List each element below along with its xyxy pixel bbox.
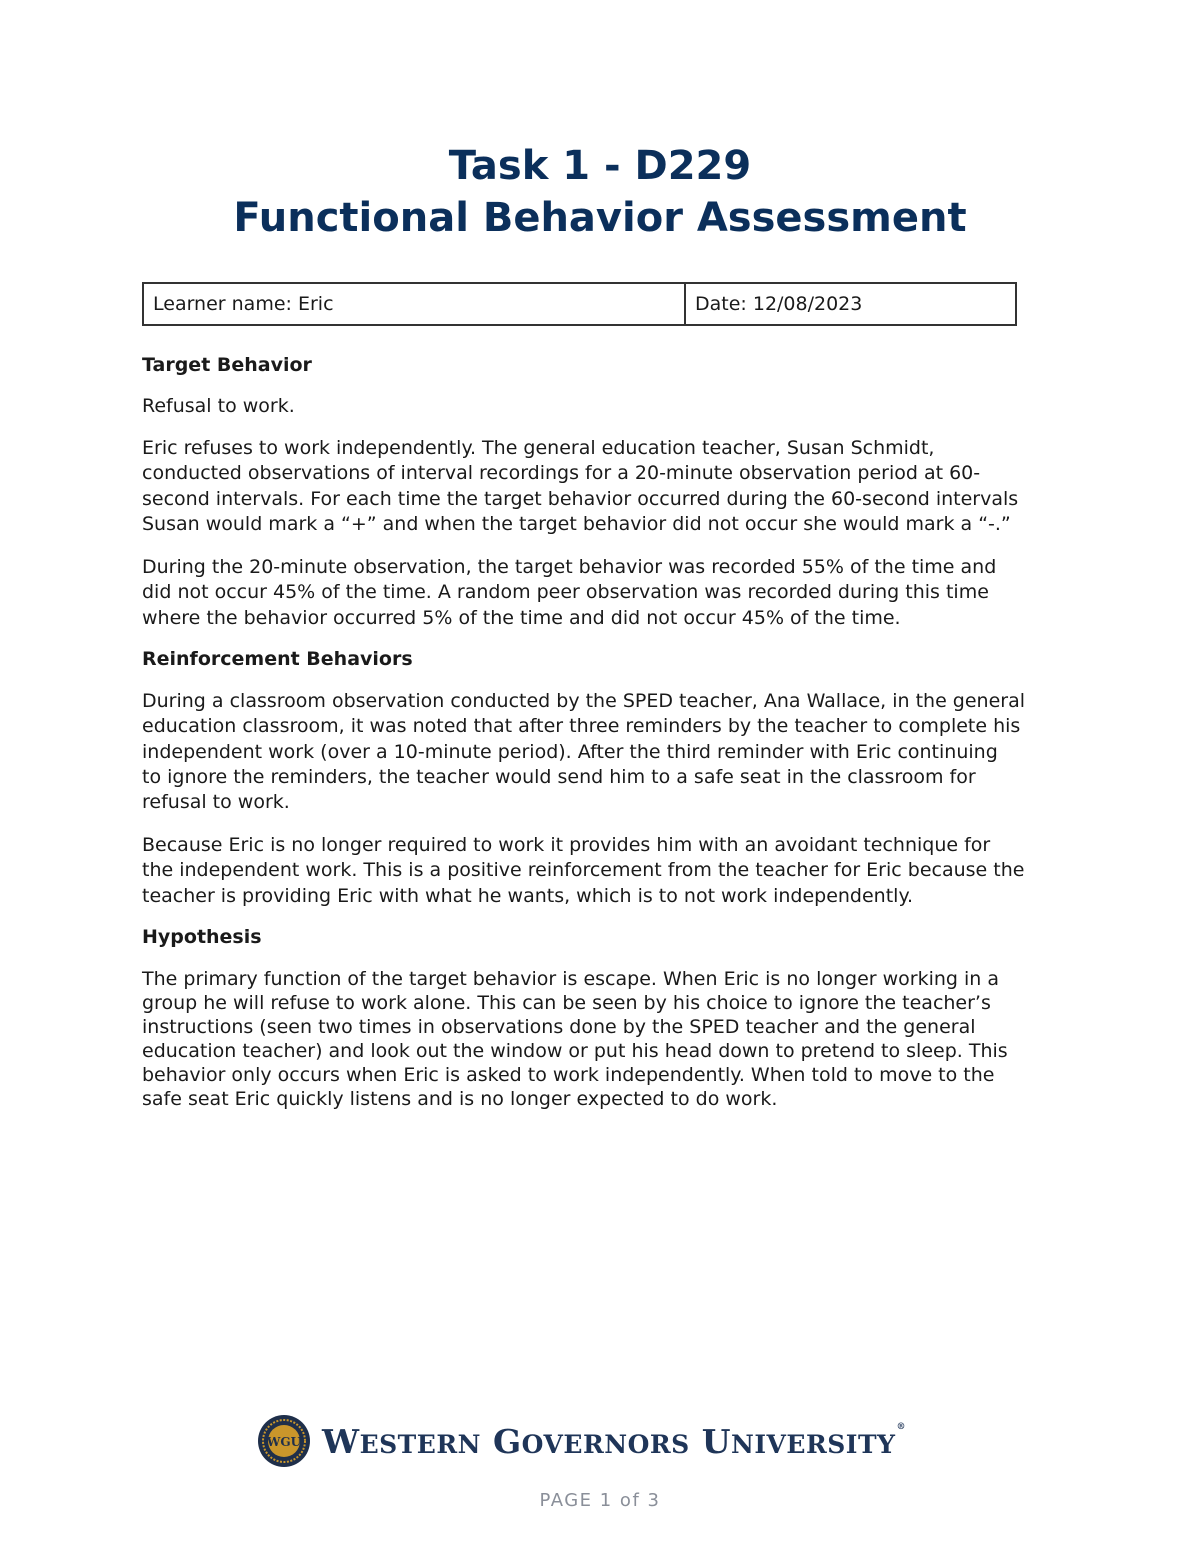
reinforcement-paragraph-2: [142, 833, 1082, 909]
target-behavior-heading: Target Behavior: [142, 354, 312, 376]
target-behavior-summary: Refusal to work.: [142, 395, 295, 417]
wgu-seal-icon: [258, 1415, 310, 1467]
text-line: independent work (over a 10-minute period). After the third reminder with Eric continuing: [142, 740, 998, 763]
text-line: to ignore the reminders, the teacher would send him to a safe seat in the classroom for: [142, 765, 976, 788]
learner-name-cell: Learner name: Eric: [144, 284, 686, 324]
text-line: education classroom, it was noted that after three reminders by the teacher to complete his: [142, 715, 1021, 738]
text-line: safe seat Eric quickly listens and is no longer expected to do work.: [142, 1088, 778, 1110]
wordmark-letter: G: [492, 1421, 522, 1461]
target-behavior-paragraph-2: [142, 555, 1082, 631]
text-line: conducted observations of interval recordings for a 20-minute observation period at 60-: [142, 462, 981, 485]
text-line: behavior only occurs when Eric is asked to work independently. When told to move to the: [142, 1064, 995, 1086]
reinforcement-heading: Reinforcement Behaviors: [142, 648, 413, 670]
text-line: The primary function of the target behavior is escape. When Eric is no longer working in a: [142, 968, 1000, 990]
text-line: During a classroom observation conducted by the SPED teacher, Ana Wallace, in the general: [142, 690, 1026, 712]
wordmark-letters: OVERNORS: [521, 1429, 690, 1459]
title-line-2: Functional Behavior Assessment: [233, 195, 967, 241]
wordmark-letters: ESTERN: [359, 1429, 481, 1459]
reinforcement-paragraph-1: [142, 689, 1082, 815]
text-line: teacher is providing Eric with what he wants, which is to not work independently.: [142, 884, 914, 907]
hypothesis-paragraph: [142, 967, 1082, 1111]
text-line: did not occur 45% of the time. A random peer observation was recorded during this time: [142, 581, 989, 604]
trademark-mark: ®: [896, 1421, 906, 1432]
wordmark-letter: U: [701, 1421, 731, 1461]
learner-info-table: [142, 282, 1017, 326]
title-line-1: Task 1 - D229: [448, 143, 752, 189]
seal-text: WGU: [266, 1435, 302, 1449]
text-line: group he will refuse to work alone. This can be seen by his choice to ignore the teacher’s: [142, 992, 991, 1014]
hypothesis-heading: Hypothesis: [142, 926, 262, 948]
text-line: During the 20-minute observation, the target behavior was recorded 55% of the time and: [142, 556, 997, 578]
date-cell: Date: 12/08/2023: [695, 293, 863, 315]
wordmark-letter: W: [322, 1421, 360, 1461]
page-number: PAGE 1 of 3: [539, 1490, 661, 1511]
text-line: refusal to work.: [142, 791, 290, 814]
seal-graphic: [258, 1415, 310, 1467]
text-line: the independent work. This is a positive reinforcement from the teacher for Eric because the: [142, 859, 1025, 882]
wordmark-letters: NIVERSITY: [730, 1429, 896, 1459]
text-line: education teacher) and look out the window or put his head down to pretend to sleep. This: [142, 1040, 1008, 1062]
wgu-wordmark: [322, 1422, 906, 1461]
text-line: second intervals. For each time the target behavior occurred during the 60-second intervals: [142, 487, 1019, 510]
text-line: Eric refuses to work independently. The general education teacher, Susan Schmidt,: [142, 437, 935, 459]
text-line: where the behavior occurred 5% of the time and did not occur 45% of the time.: [142, 606, 901, 629]
target-behavior-paragraph-1: [142, 436, 1082, 537]
text-line: Susan would mark a “+” and when the target behavior did not occur she would mark a “-.”: [142, 512, 1011, 535]
wgu-logo: [258, 1413, 906, 1469]
text-line: instructions (seen two times in observations done by the SPED teacher and the general: [142, 1016, 976, 1038]
text-line: Because Eric is no longer required to work it provides him with an avoidant technique for: [142, 834, 991, 856]
